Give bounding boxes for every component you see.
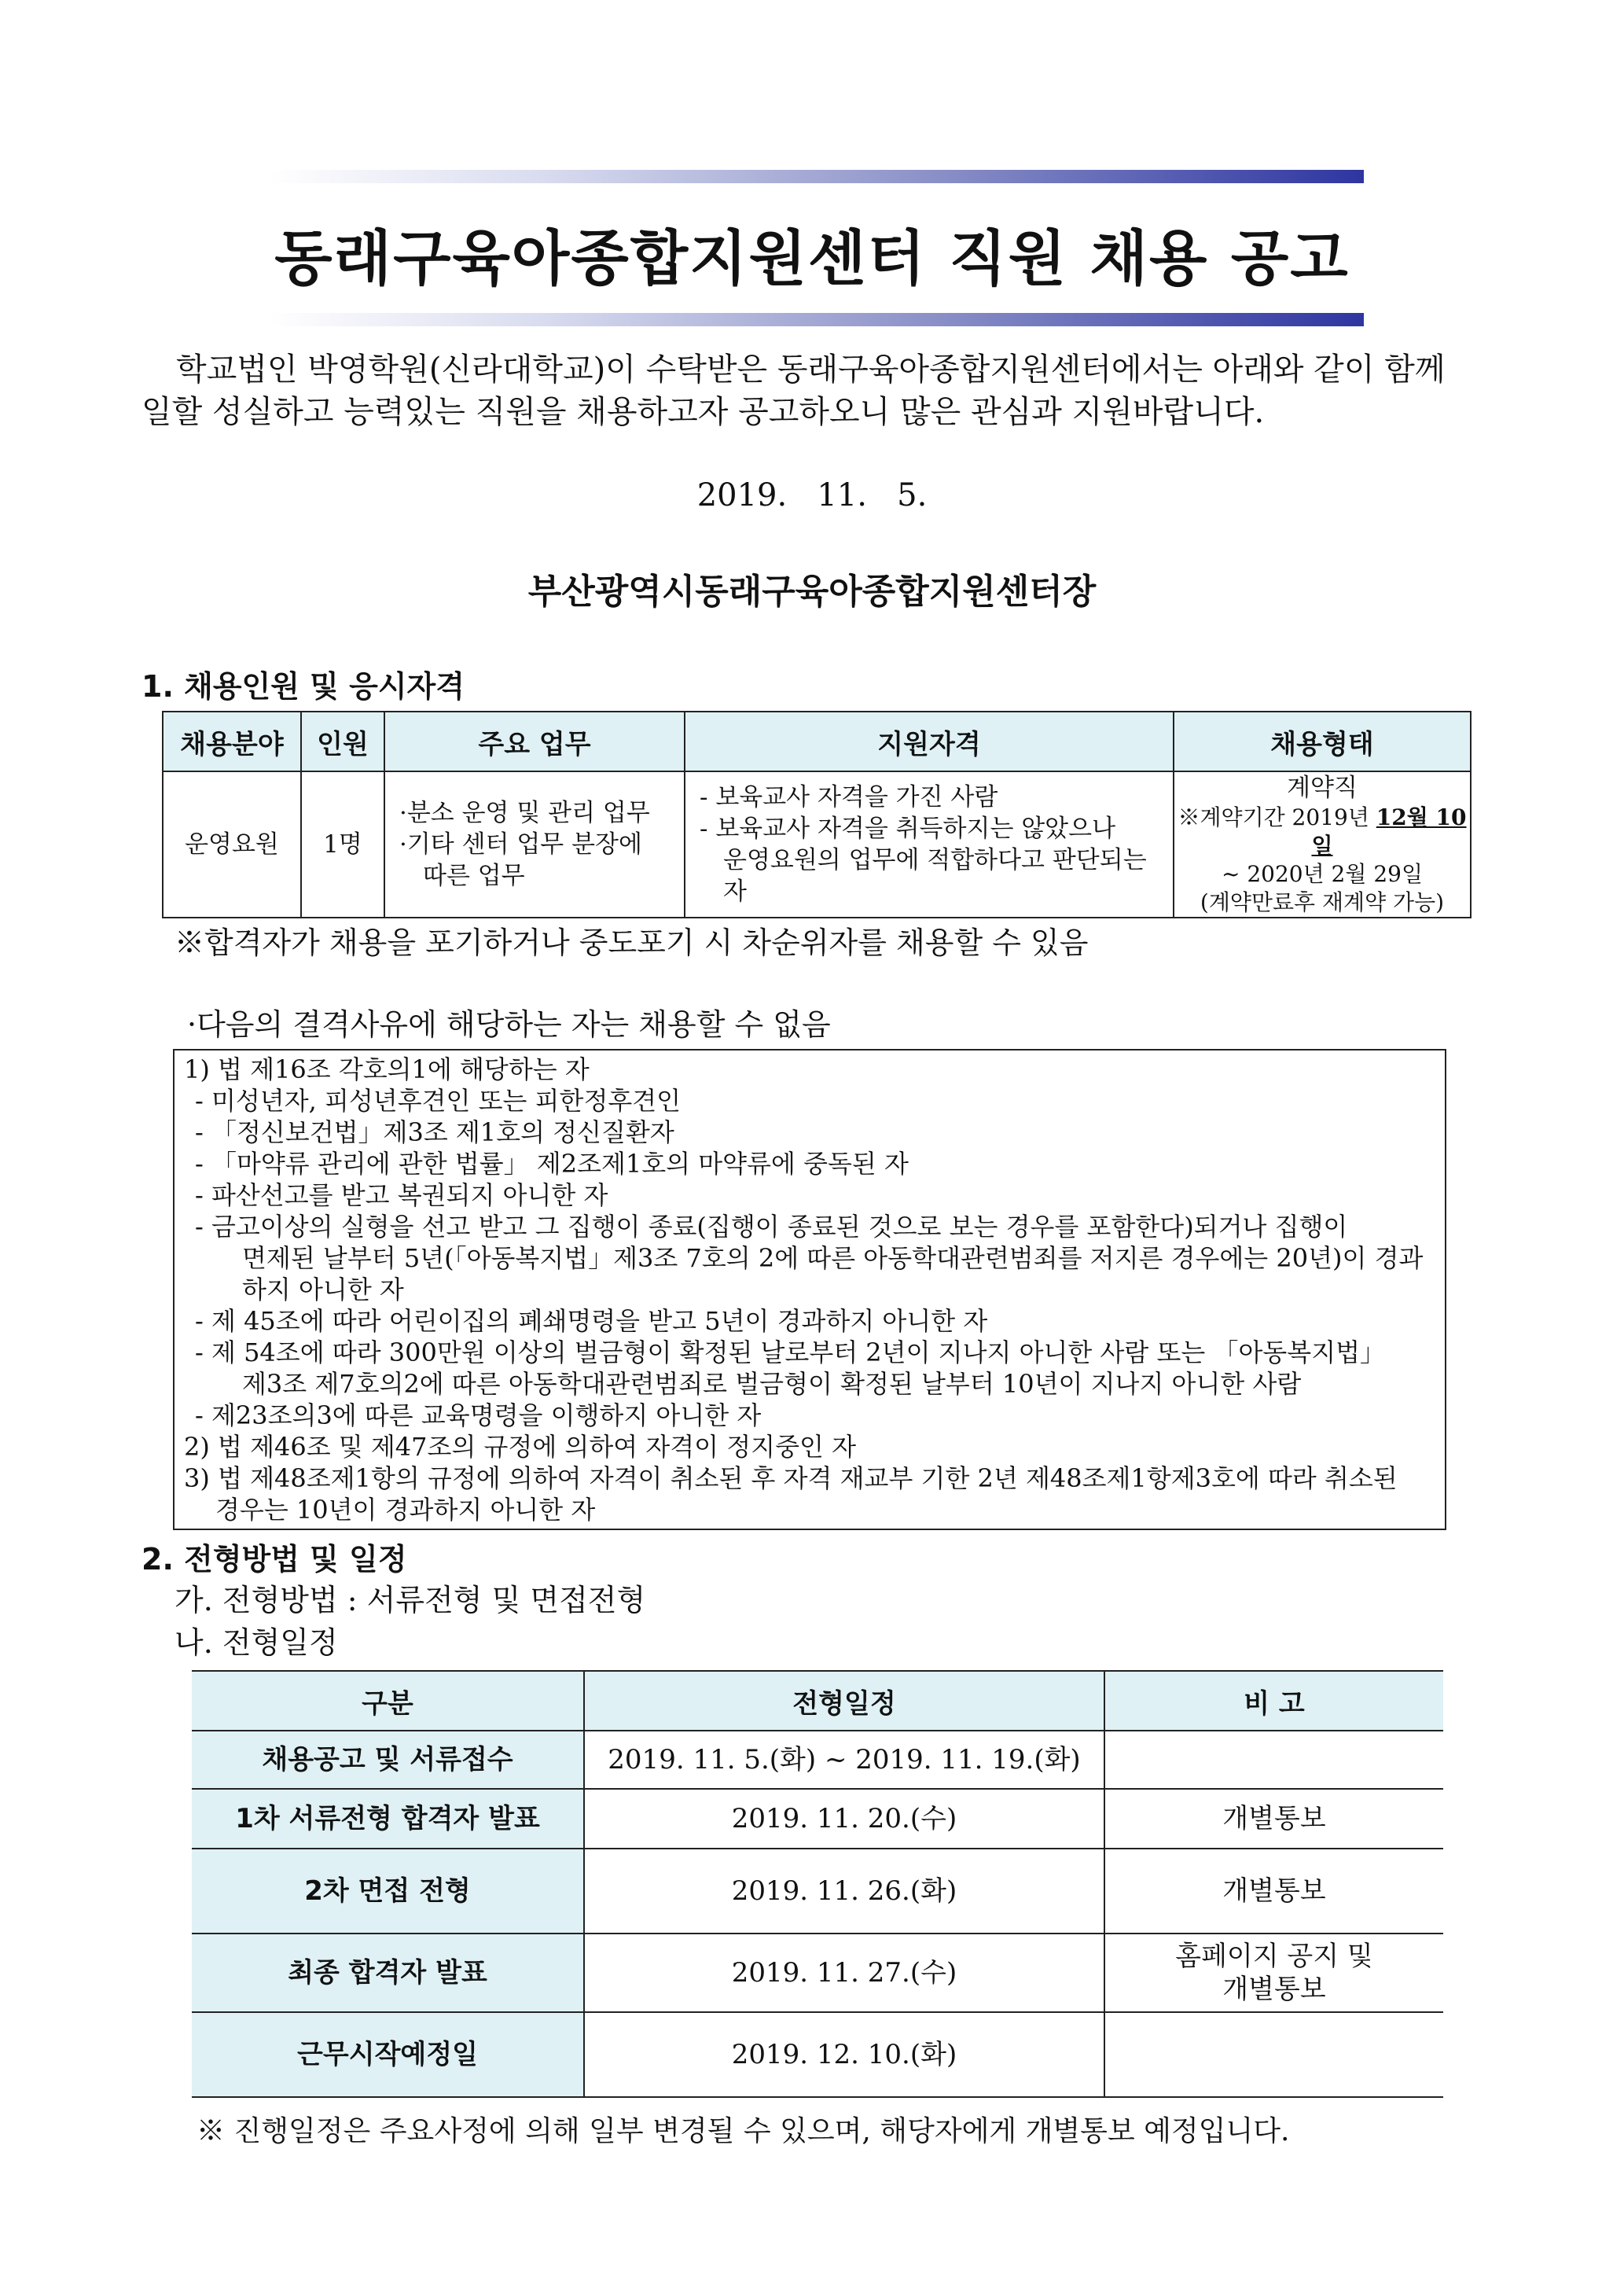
table-row — [163, 771, 1471, 918]
table-row — [192, 1731, 1443, 1789]
cell-remarks — [1104, 1731, 1443, 1789]
title-bottom-rule — [270, 313, 1364, 326]
remarks-line: 개별통보 — [1222, 1875, 1326, 1907]
table-header-row — [163, 712, 1471, 771]
disq-item: 2) 법 제46조 및 제47조의 규정에 의하여 자격이 정지중인 자 — [184, 1432, 856, 1462]
table-row — [192, 1789, 1443, 1849]
section-2-heading: 2. 전형방법 및 일정 — [141, 1542, 407, 1577]
disq-item: - 파산선고를 받고 복권되지 아니한 자 — [195, 1180, 608, 1210]
section-1-heading: 1. 채용인원 및 응시자격 — [141, 669, 465, 704]
duty-line: 따른 업무 — [423, 862, 525, 890]
disq-item: - 제 54조에 따라 300만원 이상의 벌금형이 확정된 날로부터 2년이 지나지 아니한 사람 또는 「아동복지법」 — [195, 1337, 1386, 1367]
selection-method: 가. 전형방법 : 서류전형 및 면접전형 — [175, 1583, 646, 1617]
cell-remarks — [1104, 1789, 1443, 1849]
cell-count: 1명 — [301, 771, 384, 918]
disq-item: - 제 45조에 따라 어린이집의 폐쇄명령을 받고 5년이 경과하지 아니한 자 — [195, 1306, 988, 1336]
intro-line-2: 일할 성실하고 능력있는 직원을 채용하고자 공고하오니 많은 관심과 지원바랍니다. — [141, 394, 1265, 430]
disq-item: 3) 법 제48조제1항의 규정에 의하여 자격이 취소된 후 자격 재교부 기한 2년 제48조제1항제3호에 따라 취소된 — [184, 1463, 1398, 1493]
contract-period — [1174, 804, 1470, 860]
col-header-schedule: 전형일정 — [584, 1671, 1104, 1731]
recruitment-table — [162, 711, 1472, 918]
col-header-stage: 구분 — [192, 1671, 584, 1731]
replacement-note: ※합격자가 채용을 포기하거나 중도포기 시 차순위자를 채용할 수 있음 — [175, 925, 1089, 960]
disq-item: - 제23조의3에 따른 교육명령을 이행하지 아니한 자 — [195, 1400, 762, 1430]
cell-remarks — [1104, 1849, 1443, 1934]
disq-item: - 금고이상의 실형을 선고 받고 그 집행이 종료(집행이 종료된 것으로 보는 경우를 포함한다)되거나 집행이 — [195, 1212, 1348, 1242]
disq-item: 1) 법 제16조 각호의1에 해당하는 자 — [184, 1054, 590, 1084]
schedule-heading: 나. 전형일정 — [175, 1625, 338, 1660]
remarks-line: 개별통보 — [1222, 1803, 1326, 1834]
col-header-employment-type: 채용형태 — [1174, 712, 1471, 771]
disq-item-continued: 경우는 10년이 경과하지 아니한 자 — [215, 1495, 596, 1525]
col-header-field: 채용분야 — [163, 712, 301, 771]
remarks-line: 개별통보 — [1222, 1974, 1326, 2005]
cell-stage: 2차 면접 전형 — [192, 1849, 584, 1934]
disq-item: - 미성년자, 피성년후견인 또는 피한정후견인 — [195, 1086, 682, 1116]
cell-date: 2019. 12. 10.(화) — [584, 2012, 1104, 2097]
disq-item-continued: 하지 아니한 자 — [242, 1275, 404, 1304]
employment-type: 계약직 — [1287, 774, 1358, 802]
schedule-footnote: ※ 진행일정은 주요사정에 의해 일부 변경될 수 있으며, 해당자에게 개별통보 예정입니다. — [197, 2115, 1290, 2147]
cell-remarks — [1104, 2012, 1443, 2097]
cell-stage: 1차 서류전형 합격자 발표 — [192, 1789, 584, 1849]
cell-employment-type — [1174, 771, 1471, 918]
col-header-duty: 주요 업무 — [384, 712, 685, 771]
disq-item-continued: 면제된 날부터 5년(「아동복지법」제3조 7호의 2에 따른 아동학대관련범죄를 저지른 경우에는 20년)이 경과 — [242, 1243, 1424, 1273]
notice-date: 2019. 11. 5. — [696, 477, 928, 513]
duty-line: ·분소 운영 및 관리 업무 — [399, 799, 650, 827]
contract-end: ~ 2020년 2월 29일 — [1221, 861, 1423, 887]
cell-stage: 채용공고 및 서류접수 — [192, 1731, 584, 1789]
duty-line: ·기타 센터 업무 분장에 — [399, 830, 642, 859]
cell-stage: 최종 합격자 발표 — [192, 1934, 584, 2012]
table-row — [192, 1934, 1443, 2012]
disqualification-heading: ·다음의 결격사유에 해당하는 자는 채용할 수 없음 — [187, 1007, 831, 1042]
cell-date: 2019. 11. 27.(수) — [584, 1934, 1104, 2012]
cell-remarks — [1104, 1934, 1443, 2012]
disq-item: - 「마약류 관리에 관한 법률」 제2조제1호의 마약류에 중독된 자 — [195, 1149, 909, 1179]
col-header-count: 인원 — [301, 712, 384, 771]
issuer: 부산광역시동래구육아종합지원센터장 — [527, 572, 1097, 612]
disq-item-continued: 제3조 제7호의2에 따른 아동학대관련범죄로 벌금형이 확정된 날부터 10년이 지나지 아니한 사람 — [242, 1369, 1302, 1399]
contract-renewal: (계약만료후 재계약 가능) — [1200, 889, 1445, 915]
cell-qualification — [685, 771, 1174, 918]
col-header-remarks: 비 고 — [1104, 1671, 1443, 1731]
disqualification-box — [173, 1049, 1446, 1530]
col-header-qualification: 지원자격 — [685, 712, 1174, 771]
schedule-table — [192, 1670, 1443, 2098]
cell-field: 운영요원 — [163, 771, 301, 918]
table-row — [192, 1849, 1443, 1934]
contract-period-prefix: ※계약기간 2019년 — [1178, 804, 1376, 830]
cell-stage: 근무시작예정일 — [192, 2012, 584, 2097]
qualification-line: 운영요원의 업무에 적합하다고 판단되는 자 — [723, 846, 1147, 906]
table-row — [192, 2012, 1443, 2097]
qualification-line: - 보육교사 자격을 가진 사람 — [700, 783, 998, 811]
qualification-line: - 보육교사 자격을 취득하지는 않았으나 — [700, 815, 1116, 843]
cell-duty — [384, 771, 685, 918]
table-header-row — [192, 1671, 1443, 1731]
cell-date: 2019. 11. 20.(수) — [584, 1789, 1104, 1849]
contract-start-date: 12월 10일 — [1311, 804, 1467, 859]
page-title: 동래구육아종합지원센터 직원 채용 공고 — [274, 223, 1350, 293]
intro-line-1: 학교법인 박영학원(신라대학교)이 수탁받은 동래구육아종합지원센터에서는 아래와 같이 함께 — [176, 351, 1446, 388]
title-top-rule — [270, 170, 1364, 183]
cell-date: 2019. 11. 5.(화) ~ 2019. 11. 19.(화) — [584, 1731, 1104, 1789]
disq-item: - 「정신보건법」제3조 제1호의 정신질환자 — [195, 1117, 674, 1147]
remarks-line: 홈페이지 공지 및 — [1175, 1941, 1373, 1972]
cell-date: 2019. 11. 26.(화) — [584, 1849, 1104, 1934]
